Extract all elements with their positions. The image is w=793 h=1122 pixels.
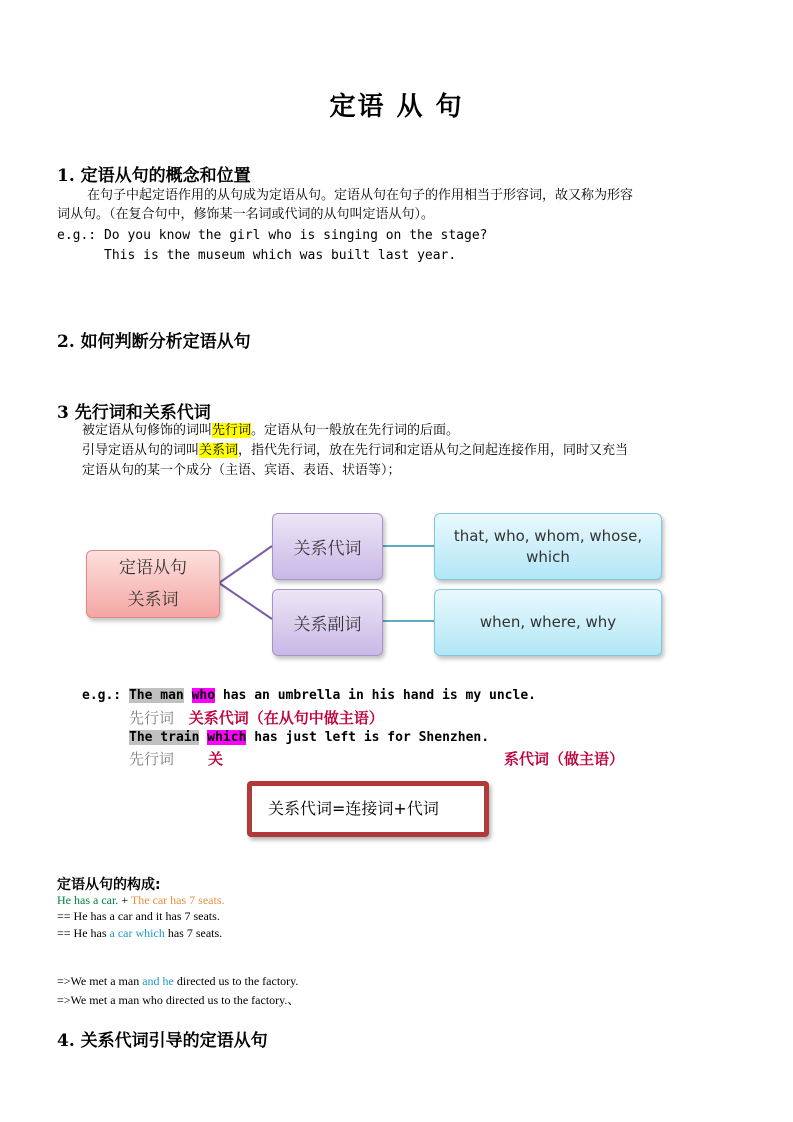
- ex1-note-antecedent: 先行词: [129, 709, 175, 727]
- s3-line1-text-post: 。定语从句一般放在先行词的后面。: [251, 423, 460, 438]
- s3-line1-text: 被定语从句修饰的词叫: [82, 423, 213, 438]
- section-4-heading: 4. 关系代词引导的定语从句: [57, 1031, 268, 1051]
- ex2-note-relative-b: 系代词（做主语）: [504, 750, 625, 768]
- section-3-heading: 3 先行词和关系代词: [57, 403, 211, 423]
- s3-line2-text: 引导定语从句的词叫: [82, 443, 200, 458]
- diagram-node-relative-adverb: 关系副词: [272, 589, 383, 656]
- eg-label: e.g.:: [57, 228, 97, 243]
- composition-heading: 定语从句的构成:: [57, 877, 161, 893]
- formula-box: [247, 781, 489, 837]
- composition-line-4: [57, 974, 298, 989]
- ex1-note-relative: 关系代词（在从句中做主语）: [188, 709, 384, 727]
- ex1-relative: who: [191, 688, 216, 703]
- root-label-1: 定语从句: [119, 558, 187, 578]
- comp-l3-highlight: a car which: [109, 926, 165, 940]
- comp-l3-post: has 7 seats.: [164, 926, 223, 940]
- section-2-heading: 2. 如何判断分析定语从句: [57, 332, 251, 352]
- diagram-leaf-pronouns: [434, 513, 662, 580]
- s1-example-2: This is the museum which was built last year.: [104, 248, 457, 263]
- eg-sentence-1: Do you know the girl who is singing on the stage?: [103, 228, 488, 243]
- s3-line3: 定语从句的某一个成分（主语、宾语、表语、状语等）；: [82, 463, 401, 478]
- s1-paragraph-line2: 词从句。（在复合句中，修饰某一名词或代词的从句叫定语从句）。: [57, 207, 435, 222]
- composition-line-5: =>We met a man who directed us to the factory.、: [57, 993, 300, 1007]
- comp-l4-post: directed us to the factory.: [173, 974, 299, 988]
- ex2-relative: which: [207, 730, 247, 745]
- example-2-sentence: [129, 730, 489, 745]
- formula-text: 关系代词=连接词+代词: [268, 799, 439, 818]
- leaf1-text-1: that, who, whom, whose,: [453, 526, 643, 545]
- eg-label-2: e.g.:: [82, 688, 122, 703]
- page-title: 定语 从 句: [329, 92, 464, 122]
- ex1-rest: has an umbrella in his hand is my uncle.: [222, 688, 536, 703]
- example-1-sentence: [82, 688, 536, 703]
- s1-paragraph-line1: 在句子中起定语作用的从句成为定语从句。定语从句在句子的作用相当于形容词，故又称为形容: [87, 188, 634, 203]
- ex2-rest: has just left is for Shenzhen.: [254, 730, 490, 745]
- composition-line-2: == He has a car and it has 7 seats.: [57, 909, 220, 923]
- diagram-root-node: [86, 550, 220, 618]
- ex2-note-antecedent: 先行词: [129, 750, 175, 768]
- s3-line2-text-post: ，指代先行词，放在先行词和定语从句之间起连接作用，同时又充当: [238, 443, 629, 458]
- example-1-notes: [129, 707, 384, 728]
- highlight-antecedent: 先行词: [212, 423, 252, 438]
- composition-line-3: [57, 926, 222, 941]
- comp-sentence-b: The car has 7 seats.: [130, 893, 225, 907]
- ex2-note-relative-a: 关: [208, 750, 224, 768]
- ex1-antecedent: The man: [128, 688, 184, 703]
- comp-plus: +: [118, 893, 131, 907]
- diagram-leaf-adverbs: when, where, why: [434, 589, 662, 656]
- leaf1-text-2: which: [526, 547, 570, 566]
- composition-line-1: [57, 893, 225, 908]
- comp-sentence-a: He has a car.: [57, 893, 119, 907]
- comp-l4-highlight: and he: [142, 974, 174, 988]
- comp-l3-pre: == He has: [57, 926, 110, 940]
- comp-l4-pre: =>We met a man: [57, 974, 143, 988]
- ex2-antecedent: The train: [129, 730, 200, 745]
- section-1-heading: 1. 定语从句的概念和位置: [57, 166, 251, 186]
- root-label-2: 关系词: [127, 590, 179, 610]
- highlight-relative-word: 关系词: [199, 443, 239, 458]
- diagram-node-relative-pronoun: 关系代词: [272, 513, 383, 580]
